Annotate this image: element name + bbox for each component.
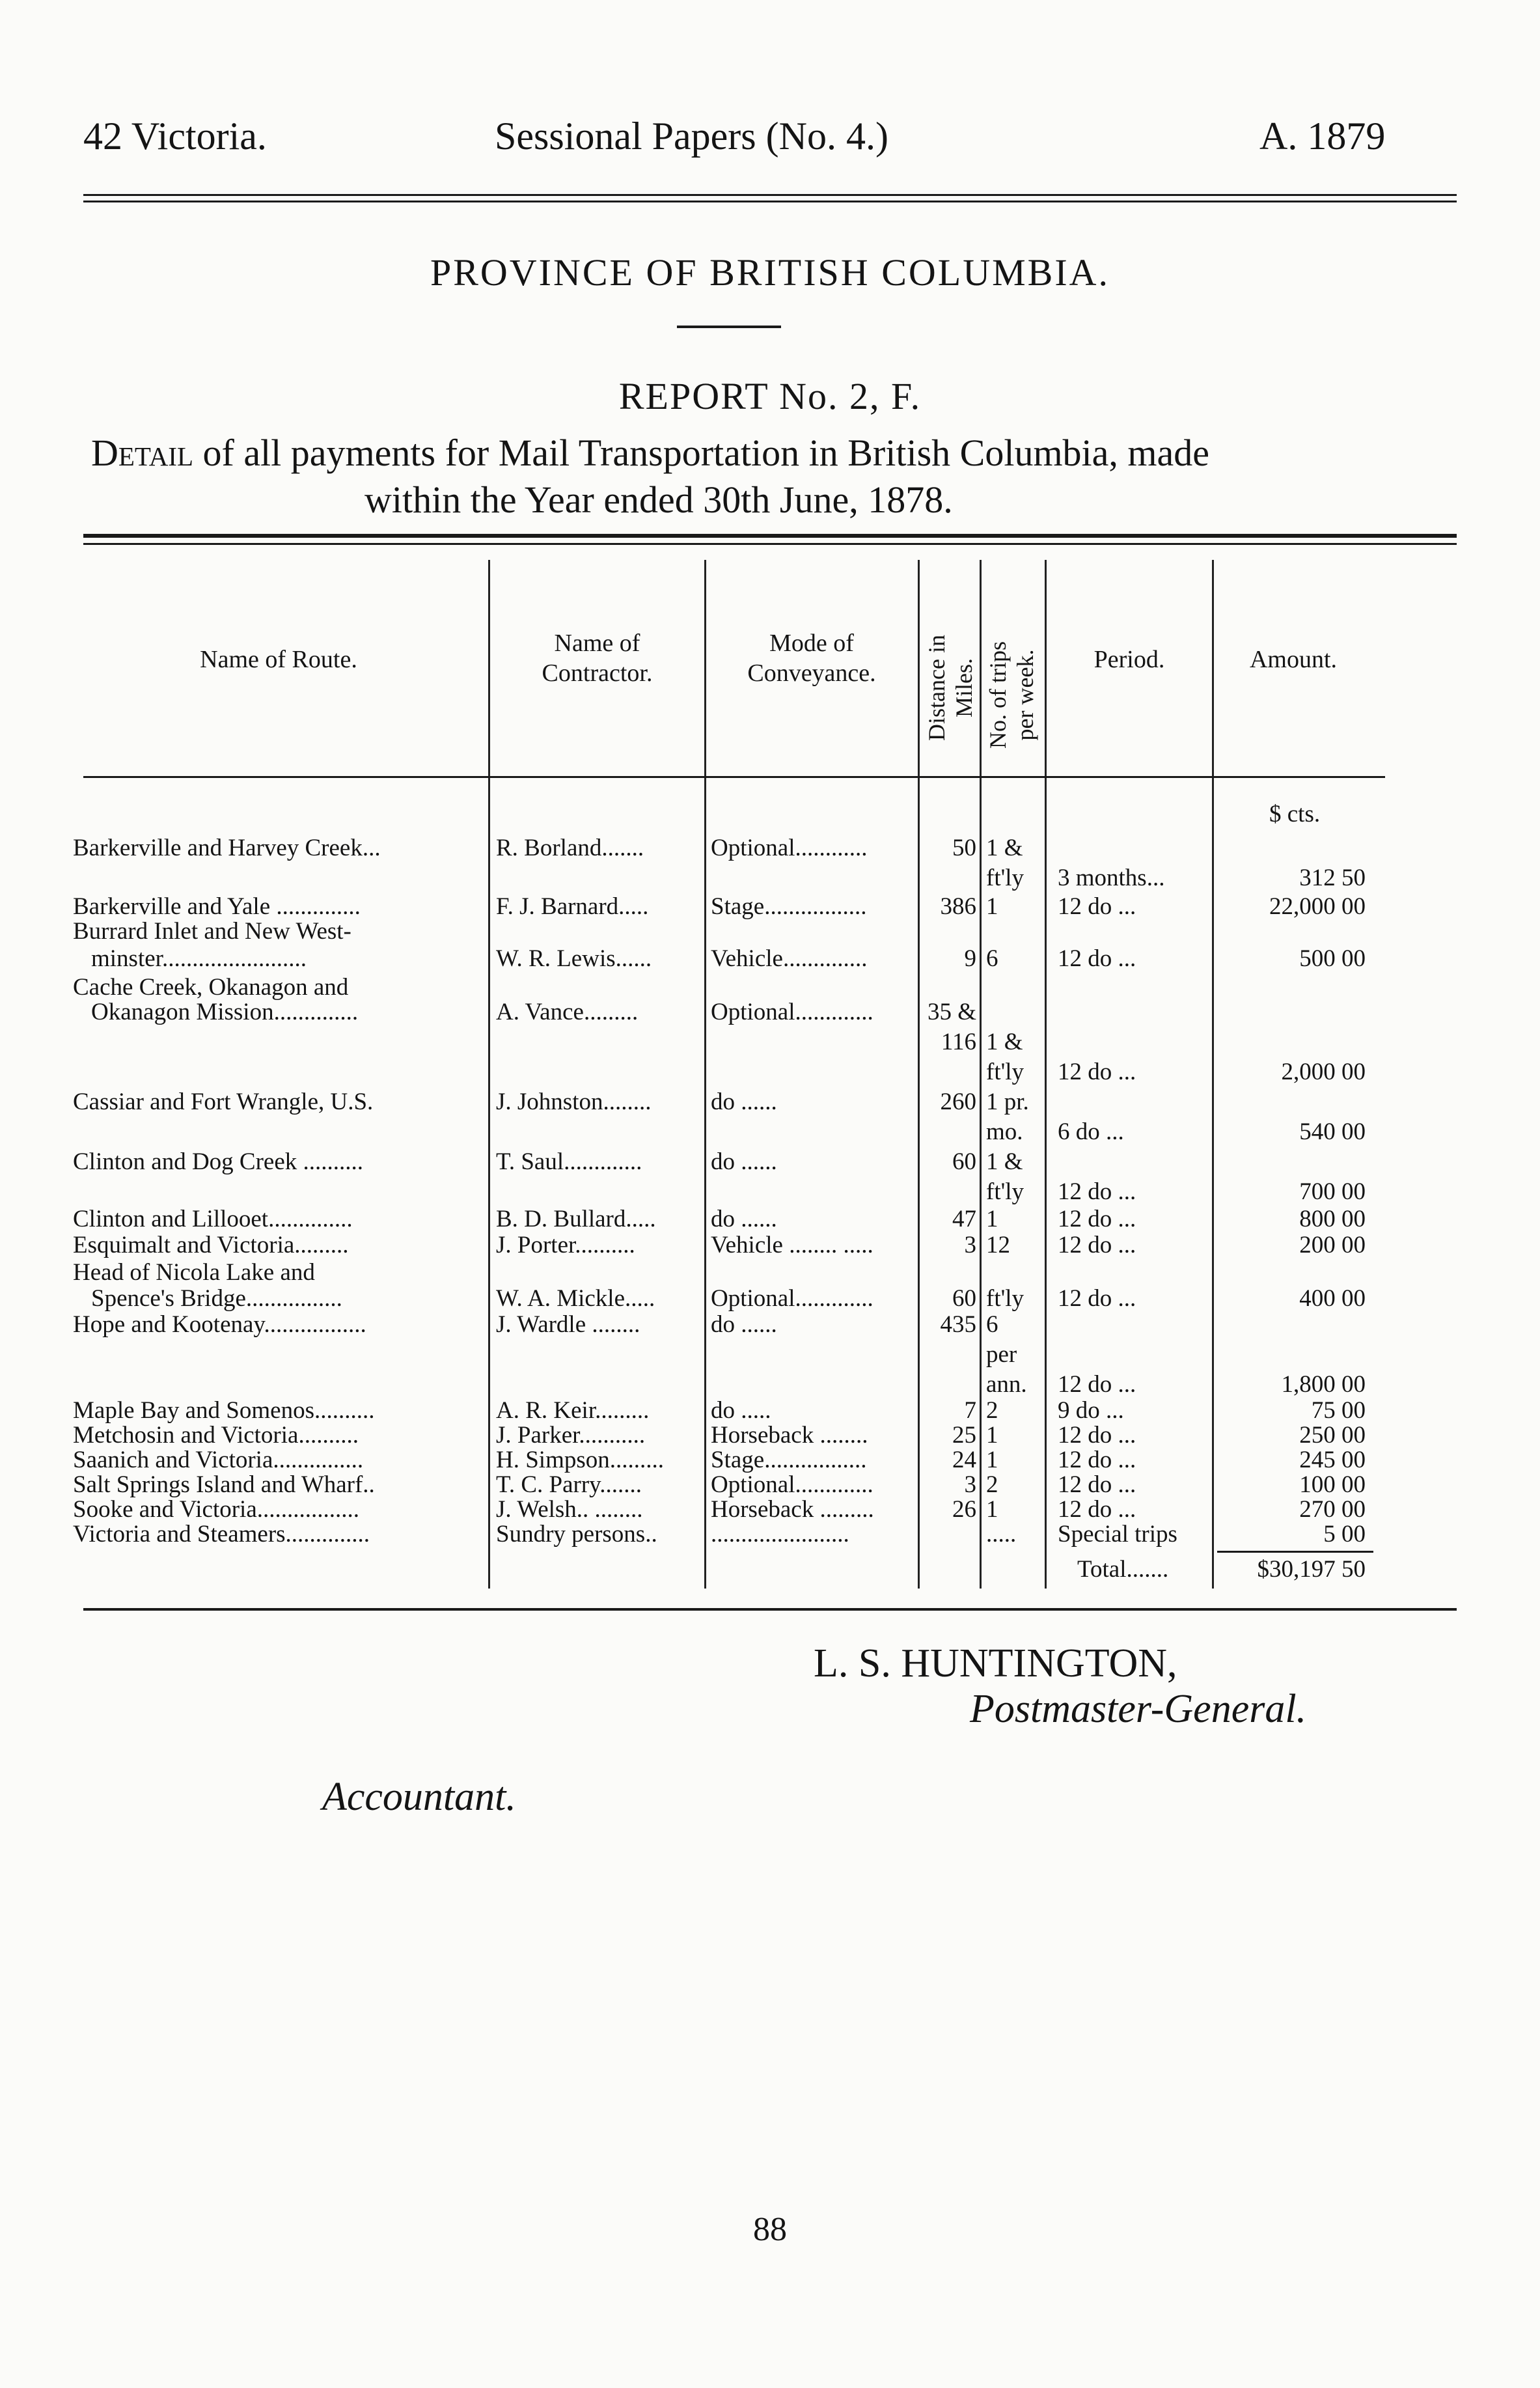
distance-miles: 260 xyxy=(940,1089,976,1115)
contractor-name: F. J. Barnard..... xyxy=(496,893,649,920)
route-name: Burrard Inlet and New West- xyxy=(73,918,351,945)
signatory-name: L. S. HUNTINGTON, xyxy=(814,1641,1177,1686)
contractor-name: W. A. Mickle..... xyxy=(496,1285,655,1312)
distance-miles: 3 xyxy=(964,1471,976,1498)
contract-period: 12 do ... xyxy=(1058,1371,1136,1398)
payment-amount: 1,800 00 xyxy=(1281,1371,1366,1398)
table-row xyxy=(0,1177,1540,1207)
payment-amount: 245 00 xyxy=(1299,1447,1366,1473)
route-name: Salt Springs Island and Wharf.. xyxy=(73,1471,375,1498)
col-header-contractor xyxy=(491,628,703,688)
table-row xyxy=(0,1087,1540,1117)
conveyance-mode: Stage................. xyxy=(711,1447,867,1473)
trips-per-week: ft'ly xyxy=(986,865,1024,891)
trips-per-week: ann. xyxy=(986,1371,1027,1398)
distance-miles: 35 & xyxy=(927,999,976,1025)
contract-period: 3 months... xyxy=(1058,865,1165,891)
contract-period: 12 do ... xyxy=(1058,1422,1136,1449)
header-year: A. 1879 xyxy=(1259,115,1386,158)
contractor-name: B. D. Bullard..... xyxy=(496,1206,656,1232)
route-name: minster........................ xyxy=(91,945,307,972)
payment-amount: 2,000 00 xyxy=(1281,1059,1366,1085)
contractor-name: R. Borland....... xyxy=(496,835,644,861)
trips-per-week: ft'ly xyxy=(986,1178,1024,1205)
contract-period: 12 do ... xyxy=(1058,1178,1136,1205)
contractor-name: J. Welsh.. ........ xyxy=(496,1496,643,1523)
header-papers: Sessional Papers (No. 4.) xyxy=(495,115,888,158)
table-row xyxy=(0,997,1540,1027)
conveyance-mode: Horseback ........ xyxy=(711,1422,868,1449)
conveyance-mode: Vehicle.............. xyxy=(711,945,868,972)
trips-per-week: 1 & xyxy=(986,835,1023,861)
route-name: Esquimalt and Victoria......... xyxy=(73,1232,349,1258)
route-name: Maple Bay and Somenos.......... xyxy=(73,1397,375,1424)
route-name: Victoria and Steamers.............. xyxy=(73,1521,370,1548)
distance-miles: 60 xyxy=(952,1285,976,1312)
report-number: REPORT No. 2, F. xyxy=(618,375,922,417)
contractor-name: J. Wardle ........ xyxy=(496,1311,640,1338)
conveyance-mode: do ...... xyxy=(711,1311,777,1338)
header-rule-top xyxy=(83,194,1457,196)
trips-per-week: 6 xyxy=(986,945,998,972)
intro-line1: of all payments for Mail Transportation in British Columbia, made xyxy=(202,432,1210,474)
conveyance-mode: ....................... xyxy=(711,1521,849,1548)
route-name: Sooke and Victoria................. xyxy=(73,1496,360,1523)
distance-miles: 25 xyxy=(952,1422,976,1449)
distance-miles: 3 xyxy=(964,1232,976,1258)
route-name: Saanich and Victoria............... xyxy=(73,1447,364,1473)
route-name: Barkerville and Harvey Creek... xyxy=(73,835,381,861)
contract-period: 12 do ... xyxy=(1058,1447,1136,1473)
conveyance-mode: Optional............. xyxy=(711,999,873,1025)
contract-period: 9 do ... xyxy=(1058,1397,1124,1424)
trips-per-week: 12 xyxy=(986,1232,1010,1258)
trips-per-week: mo. xyxy=(986,1118,1023,1145)
contract-period: 12 do ... xyxy=(1058,1059,1136,1085)
table-row xyxy=(0,1340,1540,1370)
conveyance-mode: Vehicle ........ ..... xyxy=(711,1232,873,1258)
contract-period: 6 do ... xyxy=(1058,1118,1124,1145)
intro-lead: Detail xyxy=(91,432,193,474)
route-name: Clinton and Lillooet.............. xyxy=(73,1206,353,1232)
contractor-name: T. Saul............. xyxy=(496,1148,642,1175)
trips-per-week: 1 xyxy=(986,1496,998,1523)
contract-period: 12 do ... xyxy=(1058,1206,1136,1232)
col-header-amount: Amount. xyxy=(1249,646,1338,673)
conveyance-mode: Stage................. xyxy=(711,893,867,920)
conveyance-mode: do ...... xyxy=(711,1148,777,1175)
col-header-trips-l1: No. of trips xyxy=(985,641,1011,749)
total-row xyxy=(0,1555,1540,1585)
payment-amount: 5 00 xyxy=(1323,1521,1366,1548)
route-name: Spence's Bridge................ xyxy=(91,1285,342,1312)
payment-amount: 75 00 xyxy=(1311,1397,1366,1424)
table-row xyxy=(0,1230,1540,1260)
col-header-distance-l2: Miles. xyxy=(951,658,977,718)
col-header-route: Name of Route. xyxy=(200,646,357,673)
table-rule-top-1 xyxy=(83,534,1457,538)
contract-period: 12 do ... xyxy=(1058,945,1136,972)
signatory-title: Postmaster-General. xyxy=(970,1687,1307,1731)
contract-period: 12 do ... xyxy=(1058,1232,1136,1258)
payment-amount: 250 00 xyxy=(1299,1422,1366,1449)
contractor-name: J. Johnston........ xyxy=(496,1089,652,1115)
contractor-name: Sundry persons.. xyxy=(496,1521,657,1548)
table-row xyxy=(0,1147,1540,1177)
table-row xyxy=(0,1027,1540,1057)
route-name: Cassiar and Fort Wrangle, U.S. xyxy=(73,1089,374,1115)
table-row xyxy=(0,863,1540,893)
distance-miles: 26 xyxy=(952,1496,976,1523)
distance-miles: 9 xyxy=(964,945,976,972)
table-rule-bottom xyxy=(83,1608,1457,1611)
contract-period: Special trips xyxy=(1058,1521,1177,1548)
trips-per-week: 1 xyxy=(986,1447,998,1473)
payment-amount: 540 00 xyxy=(1299,1118,1366,1145)
total-label: Total....... xyxy=(1077,1556,1169,1583)
payment-amount: 22,000 00 xyxy=(1269,893,1366,920)
trips-per-week: ..... xyxy=(986,1521,1017,1548)
conveyance-mode: Optional............ xyxy=(711,835,868,861)
conveyance-mode: Optional............. xyxy=(711,1285,873,1312)
payment-amount: 200 00 xyxy=(1299,1232,1366,1258)
col-header-contractor-l1: Name of xyxy=(554,630,640,657)
route-name: Okanagon Mission.............. xyxy=(91,999,359,1025)
total-rule xyxy=(1217,1551,1373,1553)
contractor-name: A. R. Keir......... xyxy=(496,1397,650,1424)
col-header-mode-l1: Mode of xyxy=(769,630,854,657)
conveyance-mode: do ..... xyxy=(711,1397,771,1424)
payment-amount: 100 00 xyxy=(1299,1471,1366,1498)
trips-per-week: 1 xyxy=(986,1206,998,1232)
contractor-name: A. Vance......... xyxy=(496,999,639,1025)
table-row xyxy=(0,1520,1540,1549)
route-name: Metchosin and Victoria.......... xyxy=(73,1422,359,1449)
contractor-name: W. R. Lewis...... xyxy=(496,945,652,972)
route-name: Barkerville and Yale .............. xyxy=(73,893,361,920)
distance-miles: 24 xyxy=(952,1447,976,1473)
distance-miles: 47 xyxy=(952,1206,976,1232)
route-name: Hope and Kootenay................. xyxy=(73,1311,366,1338)
trips-per-week: ft'ly xyxy=(986,1059,1024,1085)
currency-unit: $ cts. xyxy=(1269,801,1321,827)
header-row-rule xyxy=(83,776,1385,778)
conveyance-mode: Optional............. xyxy=(711,1471,873,1498)
col-header-contractor-l2: Contractor. xyxy=(542,659,653,687)
table-row xyxy=(0,833,1540,863)
contractor-name: H. Simpson......... xyxy=(496,1447,665,1473)
payment-amount: 400 00 xyxy=(1299,1285,1366,1312)
trips-per-week: 1 xyxy=(986,1422,998,1449)
table-row xyxy=(0,917,1540,947)
route-name: Head of Nicola Lake and xyxy=(73,1259,315,1286)
conveyance-mode: do ...... xyxy=(711,1089,777,1115)
trips-per-week: 2 xyxy=(986,1471,998,1498)
trips-per-week: ft'ly xyxy=(986,1285,1024,1312)
table-row xyxy=(0,1057,1540,1087)
distance-miles: 7 xyxy=(964,1397,976,1424)
distance-miles: 435 xyxy=(940,1311,976,1338)
table-row xyxy=(0,944,1540,974)
trips-per-week: 1 & xyxy=(986,1148,1023,1175)
contract-period: 12 do ... xyxy=(1058,1285,1136,1312)
table-row xyxy=(0,1117,1540,1147)
col-header-distance xyxy=(923,635,978,741)
conveyance-mode: do ...... xyxy=(711,1206,777,1232)
table-rule-top-2 xyxy=(83,543,1457,545)
title-divider xyxy=(677,326,781,328)
trips-per-week: 6 xyxy=(986,1311,998,1338)
trips-per-week: 2 xyxy=(986,1397,998,1424)
header-rule-bottom xyxy=(83,201,1457,202)
contractor-name: J. Parker........... xyxy=(496,1422,646,1449)
distance-miles: 60 xyxy=(952,1148,976,1175)
trips-per-week: per xyxy=(986,1341,1017,1368)
trips-per-week: 1 & xyxy=(986,1029,1023,1055)
intro-line2: within the Year ended 30th June, 1878. xyxy=(364,479,953,521)
route-name: Clinton and Dog Creek .......... xyxy=(73,1148,364,1175)
distance-miles: 50 xyxy=(952,835,976,861)
col-header-mode xyxy=(708,628,916,688)
accountant-label: Accountant. xyxy=(322,1775,516,1819)
page-number: 88 xyxy=(753,2211,787,2248)
contractor-name: T. C. Parry....... xyxy=(496,1471,642,1498)
col-header-trips-l2: per week. xyxy=(1012,649,1038,741)
payment-amount: 270 00 xyxy=(1299,1496,1366,1523)
payments-table xyxy=(0,560,1540,1602)
trips-per-week: 1 xyxy=(986,893,998,920)
contract-period: 12 do ... xyxy=(1058,1496,1136,1523)
contract-period: 12 do ... xyxy=(1058,1471,1136,1498)
distance-miles: 116 xyxy=(941,1029,976,1055)
page-title: PROVINCE OF BRITISH COLUMBIA. xyxy=(430,251,1110,294)
col-header-distance-l1: Distance in xyxy=(924,635,950,741)
conveyance-mode: Horseback ......... xyxy=(711,1496,874,1523)
payment-amount: 800 00 xyxy=(1299,1206,1366,1232)
payment-amount: 312 50 xyxy=(1299,865,1366,891)
header-session: 42 Victoria. xyxy=(83,115,267,158)
contractor-name: J. Porter.......... xyxy=(496,1232,635,1258)
col-header-mode-l2: Conveyance. xyxy=(747,659,876,687)
col-header-trips xyxy=(984,641,1039,749)
table-row xyxy=(0,1310,1540,1340)
payment-amount: 700 00 xyxy=(1299,1178,1366,1205)
route-name: Cache Creek, Okanagon and xyxy=(73,974,349,1001)
report-description xyxy=(91,430,1464,523)
distance-miles: 386 xyxy=(940,893,976,920)
payment-amount: 500 00 xyxy=(1299,945,1366,972)
contract-period: 12 do ... xyxy=(1058,893,1136,920)
col-header-period: Period. xyxy=(1093,646,1165,673)
trips-per-week: 1 pr. xyxy=(986,1089,1029,1115)
total-amount: $30,197 50 xyxy=(1257,1556,1366,1583)
